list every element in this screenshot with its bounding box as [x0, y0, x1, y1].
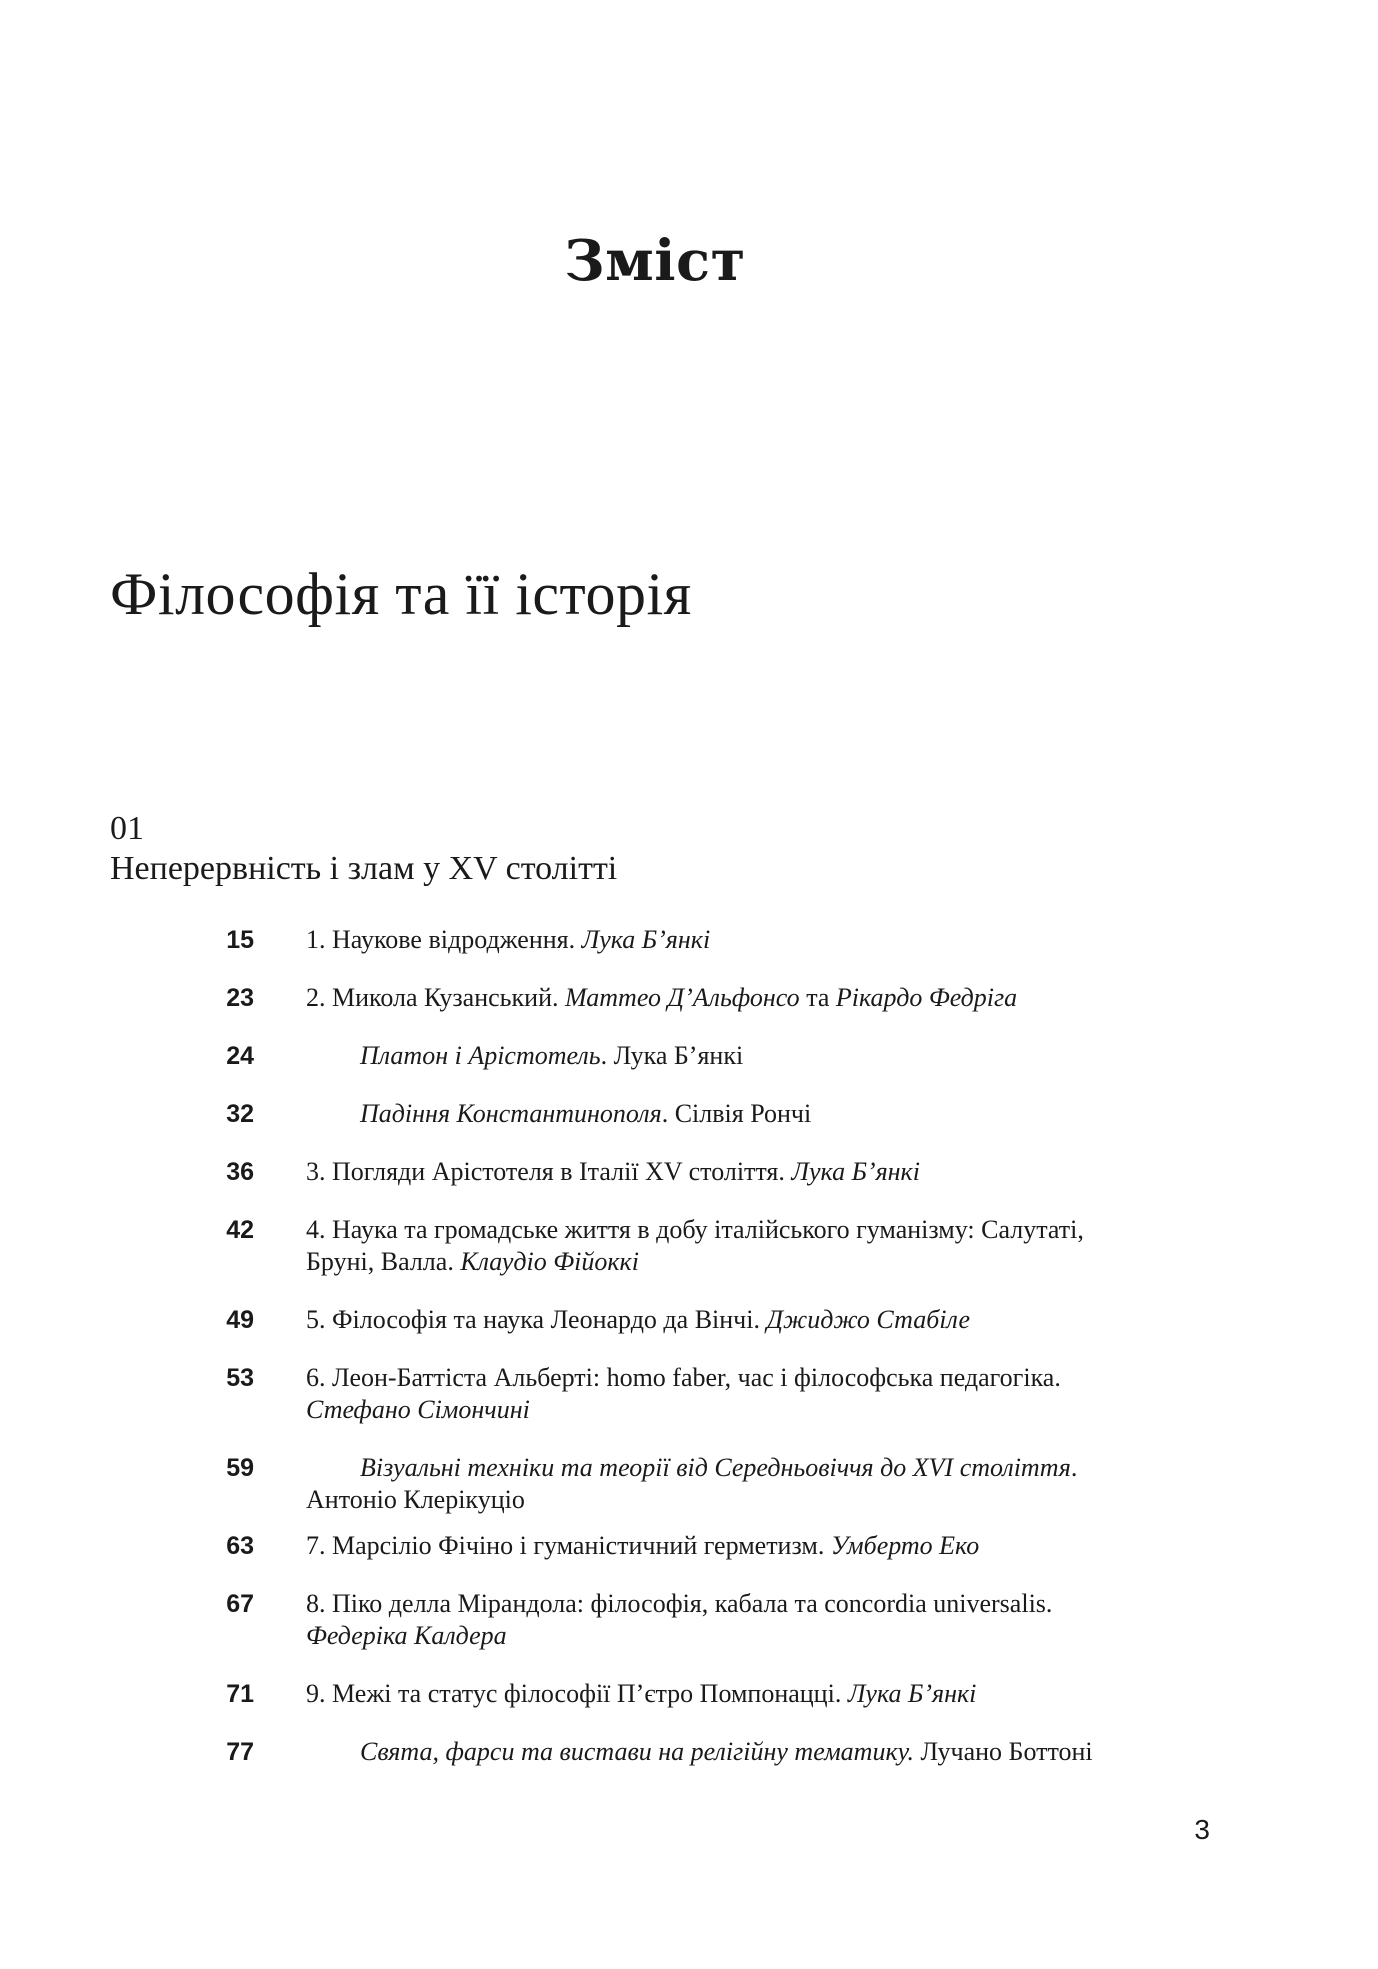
toc-page-number: 67 [226, 1590, 254, 1618]
toc-entry-author: Умберто Еко [830, 1531, 980, 1560]
toc-entry-author: Маттео Д’Альфонсо [564, 983, 800, 1012]
toc-entry-title: 7. Марсіліо Фічіно і гуманістичний герметизм. [306, 1531, 831, 1560]
toc-entry-title: 5. Філософія та наука Леонардо да Вінчі. [306, 1305, 767, 1334]
toc-entry-title: 4. Наука та громадське життя в добу італійського гуманізму: Салутаті, [306, 1215, 1084, 1244]
toc-entry-author: Рікардо Федріга [835, 983, 1018, 1012]
page-number: 3 [1194, 1814, 1210, 1845]
toc-entry-author: Лука Б’янкі [581, 925, 711, 954]
toc-entry-author: Джиджо Стабіле [766, 1305, 971, 1334]
toc-entry-title: 9. Межі та статус філософії П’єтро Помпонацці. [306, 1679, 848, 1708]
toc-page-number: 59 [226, 1454, 254, 1482]
toc-entry-title-line2: Бруні, Валла. [306, 1247, 461, 1276]
toc-entry-author: Стефано Сімончині [306, 1395, 530, 1424]
toc-entry-title: Падіння Константинополя [360, 1099, 662, 1128]
section-title: Неперервність і злам у XV столітті [110, 850, 618, 887]
toc-entry-author: . Сілвія Рончі [661, 1099, 812, 1128]
toc-entry-author: Лука Б’янкі [791, 1157, 920, 1186]
toc-entry-author: . Лука Б’янкі [600, 1041, 744, 1070]
toc-entry-title: 2. Микола Кузанський. [306, 983, 565, 1012]
toc-page-number: 15 [226, 926, 254, 954]
toc-entry-text [306, 1040, 1186, 1072]
toc-entry-title: 6. Леон-Баттіста Альберті: homo faber, час і філософська педагогіка. [306, 1363, 1061, 1392]
part-title: Філософія та її історія [110, 561, 692, 627]
toc-entry-title: Свята, фарси та вистави на релігійну тематику. [360, 1737, 915, 1766]
toc-entry-text [306, 1452, 1186, 1516]
toc-entry-text [306, 1678, 1186, 1710]
toc-page-number: 49 [226, 1306, 254, 1334]
toc-entry-title: 8. Піко делла Мірандола: філософія, кабала та concordia universalis. [306, 1589, 1053, 1618]
toc-entry-period: . [1070, 1453, 1078, 1482]
toc-entry-text [306, 982, 1186, 1014]
toc-page-number: 53 [226, 1364, 254, 1392]
page-title: Зміст [564, 228, 746, 294]
toc-page-number: 63 [226, 1532, 254, 1560]
toc-entry-author: Лука Б’янкі [847, 1679, 977, 1708]
toc-page-number: 24 [226, 1042, 254, 1070]
toc-page-number: 23 [226, 984, 254, 1012]
toc-entry-text [306, 1362, 1186, 1426]
toc-entry-text [306, 1530, 1186, 1562]
toc-entry-text [306, 1098, 1186, 1130]
toc-entry-text [306, 924, 1186, 956]
toc-entry-title: 3. Погляди Арістотеля в Італії XV століття. [306, 1157, 792, 1186]
toc-page-number: 36 [226, 1158, 254, 1186]
toc-entry-author: Клаудіо Фійоккі [460, 1247, 639, 1276]
toc-entry-text [306, 1736, 1186, 1768]
toc-entry-author: Антоніо Клерікуціо [306, 1485, 525, 1514]
toc-entry-title: 1. Наукове відродження. [306, 925, 582, 954]
toc-entry-conjunction: та [799, 983, 836, 1012]
toc-page-number: 77 [226, 1738, 254, 1766]
toc-entry-text [306, 1214, 1186, 1278]
toc-entry-author: Федеріка Калдера [306, 1621, 507, 1650]
toc-entry-text [306, 1588, 1186, 1652]
toc-entry-title: Візуальні техніки та теорії від Середньовіччя до XVI століття [360, 1453, 1071, 1482]
toc-entry-author: Лучано Боттоні [914, 1737, 1093, 1766]
section-number: 01 [110, 810, 144, 847]
toc-entry-title-continued [306, 1246, 1186, 1278]
toc-page-number: 32 [226, 1100, 254, 1128]
toc-page-number: 42 [226, 1216, 254, 1244]
toc-page-number: 71 [226, 1680, 254, 1708]
toc-entry-text [306, 1304, 1186, 1336]
toc-entry-title: Платон і Арістотель [360, 1041, 601, 1070]
toc-entry-text [306, 1156, 1186, 1188]
